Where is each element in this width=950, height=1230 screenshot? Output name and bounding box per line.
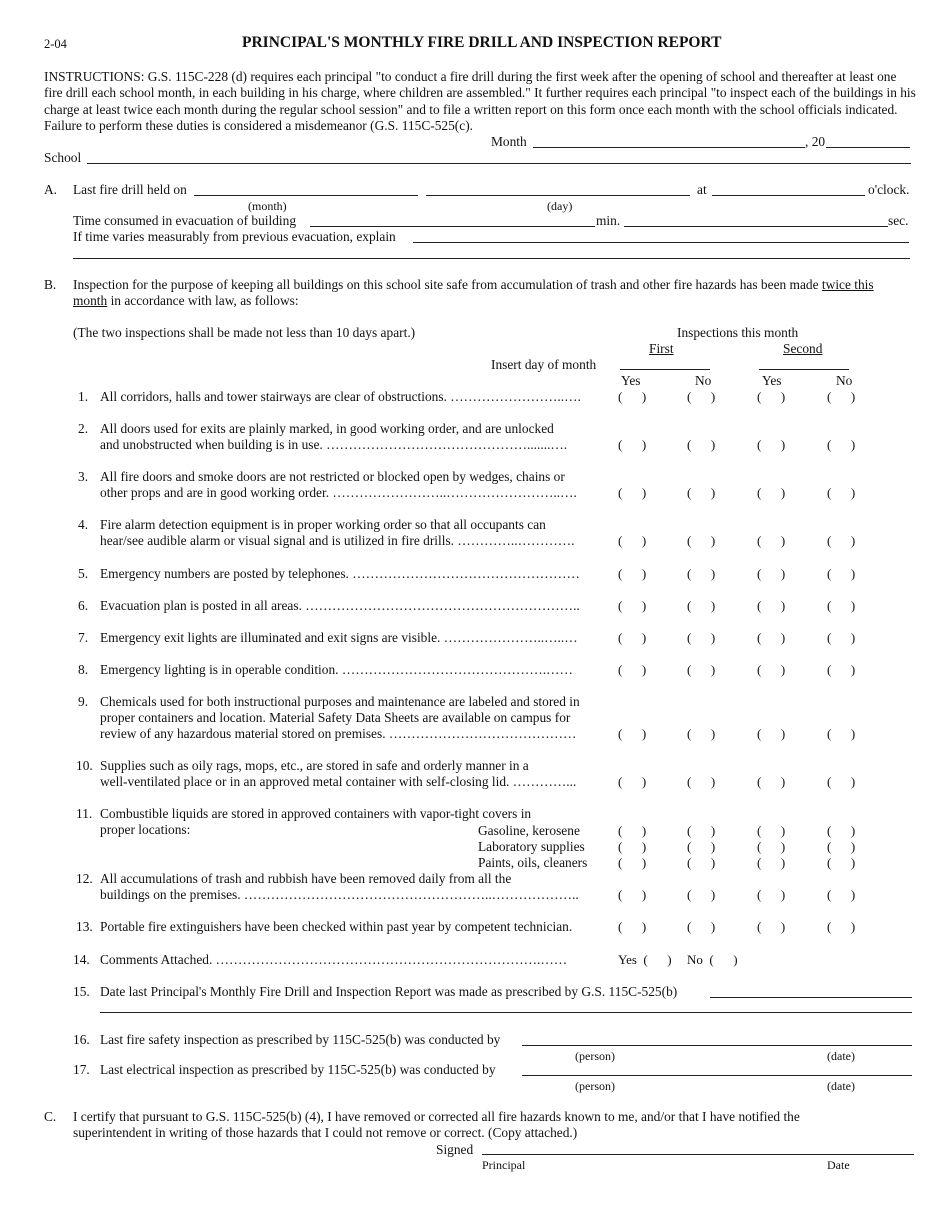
item-text: and unobstructed when building is in use. ……………………………………….......…. — [100, 437, 568, 452]
year-field[interactable] — [826, 147, 910, 148]
checkbox-first-yes[interactable]: ( ) — [618, 389, 647, 404]
fire-safety-inspector-field[interactable] — [522, 1045, 912, 1046]
item-text: Supplies such as oily rags, mops, etc., are stored in safe and orderly manner in a — [100, 758, 529, 773]
explain-field[interactable] — [413, 242, 909, 243]
checkbox-first-yes[interactable]: ( ) — [618, 839, 647, 854]
day-caption: (day) — [547, 199, 573, 213]
item-text: proper locations: — [100, 822, 191, 837]
checkbox-second-no[interactable]: ( ) — [827, 662, 856, 677]
item-text: buildings on the premises. ………………………………………………..……………….. — [100, 887, 579, 902]
item-text: Portable fire extinguishers have been checked within past year by competent technician. — [100, 919, 573, 934]
checkbox-second-no[interactable]: ( ) — [827, 726, 856, 741]
year-label: , 20 — [805, 134, 826, 149]
insert-day-label: Insert day of month — [491, 357, 597, 372]
checkbox-second-no[interactable]: ( ) — [827, 855, 856, 870]
checkbox-second-no[interactable]: ( ) — [827, 630, 856, 645]
checkbox-second-yes[interactable]: ( ) — [757, 389, 786, 404]
item-number: 8. — [78, 662, 89, 677]
checkbox-second-yes[interactable]: ( ) — [757, 823, 786, 838]
sub-item-label: Gasoline, kerosene — [478, 823, 580, 838]
item-number: 6. — [78, 598, 89, 613]
item-text: proper containers and location. Material Safety Data Sheets are available on campus for — [100, 710, 571, 725]
month-caption: (month) — [248, 199, 287, 213]
varies-label: If time varies measurably from previous evacuation, explain — [73, 229, 396, 244]
item-text: well-ventilated place or in an approved metal container with self-closing lid. …………... — [100, 774, 577, 789]
checkbox-first-yes[interactable]: ( ) — [618, 566, 647, 581]
at-label: at — [697, 182, 707, 197]
checkbox-first-no[interactable]: ( ) — [687, 485, 716, 500]
electrical-inspector-field[interactable] — [522, 1075, 912, 1076]
item-16-text: Last fire safety inspection as prescribed by 115C-525(b) was conducted by — [100, 1032, 501, 1047]
signed-label: Signed — [436, 1142, 474, 1157]
checkbox-second-no[interactable]: ( ) — [827, 919, 856, 934]
checkbox-first-no[interactable]: ( ) — [687, 919, 716, 934]
checkbox-first-no[interactable]: ( ) — [687, 839, 716, 854]
item-16-date-caption: (date) — [827, 1049, 855, 1063]
yes-header-first: Yes — [621, 373, 641, 388]
checkbox-first-yes[interactable]: ( ) — [618, 437, 647, 452]
checkbox-first-no[interactable]: ( ) — [687, 533, 716, 548]
item-number: 9. — [78, 694, 89, 709]
item-17-person-caption: (person) — [575, 1079, 615, 1093]
yes-header-second: Yes — [762, 373, 782, 388]
sec-label: sec. — [888, 213, 909, 228]
school-label: School — [44, 150, 82, 165]
last-drill-day-field[interactable] — [426, 195, 690, 196]
checkbox-second-no[interactable]: ( ) — [827, 389, 856, 404]
item-text: Emergency lighting is in operable condition. ……………………………………….…… — [100, 662, 573, 677]
item-15-text: Date last Principal's Monthly Fire Drill and Inspection Report was made as prescribed by G.S. 115C-525(b) — [100, 984, 678, 999]
checkbox-first-yes[interactable]: ( ) — [618, 774, 647, 789]
item-number: 1. — [78, 389, 89, 404]
checkbox-first-yes[interactable]: ( ) — [618, 662, 647, 677]
section-b-letter: B. — [44, 277, 57, 292]
checkbox-second-yes[interactable]: ( ) — [757, 566, 786, 581]
item-text: All accumulations of trash and rubbish have been removed daily from all the — [100, 871, 512, 886]
checkbox-second-yes[interactable]: ( ) — [757, 839, 786, 854]
item-number: 3. — [78, 469, 89, 484]
minutes-field[interactable] — [310, 226, 595, 227]
section-c-letter: C. — [44, 1109, 57, 1124]
item-text: other props and are in good working order. ……………………..……………………..…. — [100, 485, 577, 500]
item-number: 12. — [76, 871, 93, 886]
item-16-person-caption: (person) — [575, 1049, 615, 1063]
checkbox-second-no[interactable]: ( ) — [827, 566, 856, 581]
seconds-field[interactable] — [624, 226, 888, 227]
checkbox-first-no[interactable]: ( ) — [687, 630, 716, 645]
explain-field-line2[interactable] — [73, 258, 910, 259]
item-14-number: 14. — [73, 952, 90, 967]
item-number: 7. — [78, 630, 89, 645]
checkbox-first-yes[interactable]: ( ) — [618, 919, 647, 934]
checkbox-second-yes[interactable]: ( ) — [757, 598, 786, 613]
signature-field[interactable] — [482, 1154, 914, 1155]
item-15-number: 15. — [73, 984, 90, 999]
second-inspection-day-field[interactable] — [759, 369, 849, 370]
no-header-second: No — [836, 373, 853, 388]
item-text: Chemicals used for both instructional purposes and maintenance are labeled and stored in — [100, 694, 580, 709]
item-17-date-caption: (date) — [827, 1079, 855, 1093]
date-caption: Date — [827, 1158, 850, 1172]
certification-text: I certify that pursuant to G.S. 115C-525(b) (4), I have removed or corrected all fire hazards known to me, and/or that I have notified the superintendent in writing of those hazards that I could not remove or correct. (Copy attached.) — [73, 1109, 800, 1141]
checkbox-second-yes[interactable]: ( ) — [757, 774, 786, 789]
checkbox-second-yes[interactable]: ( ) — [757, 485, 786, 500]
checkbox-second-yes[interactable]: ( ) — [757, 662, 786, 677]
item-text: hear/see audible alarm or visual signal and is utilized in fire drills. …………..…………. — [100, 533, 575, 548]
last-report-date-field[interactable] — [710, 997, 912, 998]
checkbox-first-yes[interactable]: ( ) — [618, 630, 647, 645]
item-text: review of any hazardous material stored on premises. …………………………………… — [100, 726, 577, 741]
first-inspection-day-field[interactable] — [620, 369, 710, 370]
item-number: 13. — [76, 919, 93, 934]
section-a-letter: A. — [44, 182, 58, 197]
school-field[interactable] — [87, 163, 911, 164]
item-text: Emergency exit lights are illuminated and exit signs are visible. …………………..…..… — [100, 630, 578, 645]
checkbox-second-no[interactable]: ( ) — [827, 485, 856, 500]
checkbox-second-no[interactable]: ( ) — [827, 774, 856, 789]
instructions: INSTRUCTIONS: G.S. 115C-228 (d) requires each principal "to conduct a fire drill during the first week after the opening of school and thereafter at least one fire drill each school month, in each building in his charge, where children are assembled." It further requires each principal "to inspect each of the buildings in his charge at least twice each month during the regular school session" and to file a written report on this form once each month with the school officials indicated. Failure to perform these duties is considered a misdemeanor (G.S. 115C-525(c). — [44, 69, 916, 134]
checkbox-second-no[interactable]: ( ) — [827, 533, 856, 548]
principal-caption: Principal — [482, 1158, 526, 1172]
inspections-header: Inspections this month — [677, 325, 799, 340]
checkbox-second-no[interactable]: ( ) — [827, 437, 856, 452]
checkbox-first-yes[interactable]: ( ) — [618, 823, 647, 838]
checkbox-first-yes[interactable]: ( ) — [618, 855, 647, 870]
no-header-first: No — [695, 373, 712, 388]
item-number: 11. — [76, 806, 93, 821]
checkbox-second-no[interactable]: ( ) — [827, 598, 856, 613]
min-label: min. — [596, 213, 621, 228]
checkbox-first-no[interactable]: ( ) — [687, 662, 716, 677]
last-drill-label: Last fire drill held on — [73, 182, 187, 197]
checkbox-first-no[interactable]: ( ) — [687, 389, 716, 404]
item-number: 5. — [78, 566, 89, 581]
inspection-note: (The two inspections shall be made not less than 10 days apart.) — [73, 325, 416, 340]
item-14-text: Comments Attached. ……………………………………………………………….…… — [100, 952, 568, 967]
checkbox-first-no[interactable]: ( ) — [687, 726, 716, 741]
item-text: All doors used for exits are plainly marked, in good working order, and are unlocked — [100, 421, 554, 436]
checkbox-first-yes[interactable]: ( ) — [618, 598, 647, 613]
item-text: Evacuation plan is posted in all areas. …………………………………………………….. — [100, 598, 580, 613]
checkbox-second-yes[interactable]: ( ) — [757, 919, 786, 934]
checkbox-first-yes[interactable]: ( ) — [618, 533, 647, 548]
checkbox-first-no[interactable]: ( ) — [687, 598, 716, 613]
checkbox-first-no[interactable]: ( ) — [687, 566, 716, 581]
month-field[interactable] — [533, 147, 805, 148]
item-number: 4. — [78, 517, 89, 532]
item-text: Combustible liquids are stored in approved containers with vapor-tight covers in — [100, 806, 532, 821]
section-b-intro: Inspection for the purpose of keeping all buildings on this school site safe from accumulation of trash and other fire hazards has been made twice this month in accordance with law, as follows: — [73, 277, 874, 309]
checkbox-second-yes[interactable]: ( ) — [757, 887, 786, 902]
item-text: Emergency numbers are posted by telephones. …………………………………………… — [100, 566, 580, 581]
sub-item-label: Paints, oils, cleaners — [478, 855, 588, 870]
comments-no-checkbox[interactable]: No ( ) — [687, 952, 738, 967]
last-drill-time-field[interactable] — [712, 195, 865, 196]
item-number: 10. — [76, 758, 93, 773]
checkbox-first-no[interactable]: ( ) — [687, 823, 716, 838]
checkbox-second-yes[interactable]: ( ) — [757, 855, 786, 870]
item-text: Fire alarm detection equipment is in proper working order so that all occupants can — [100, 517, 546, 532]
checkbox-first-yes[interactable]: ( ) — [618, 485, 647, 500]
second-inspection-label: Second — [783, 341, 823, 356]
checkbox-first-no[interactable]: ( ) — [687, 855, 716, 870]
first-inspection-label: First — [649, 341, 674, 356]
form-code: 2-04 — [44, 37, 67, 51]
checkbox-second-no[interactable]: ( ) — [827, 887, 856, 902]
checkbox-second-yes[interactable]: ( ) — [757, 630, 786, 645]
item-text: All corridors, halls and tower stairways are clear of obstructions. ……………………..…. — [100, 389, 581, 404]
month-label: Month — [491, 134, 527, 149]
item-17-text: Last electrical inspection as prescribed by 115C-525(b) was conducted by — [100, 1062, 496, 1077]
checkbox-first-no[interactable]: ( ) — [687, 887, 716, 902]
checkbox-first-no[interactable]: ( ) — [687, 437, 716, 452]
sub-item-label: Laboratory supplies — [478, 839, 585, 854]
checkbox-second-yes[interactable]: ( ) — [757, 533, 786, 548]
checkbox-first-yes[interactable]: ( ) — [618, 887, 647, 902]
comments-yes-checkbox[interactable]: Yes ( ) — [618, 952, 672, 967]
checkbox-first-no[interactable]: ( ) — [687, 774, 716, 789]
item-number: 2. — [78, 421, 89, 436]
last-report-date-line2[interactable] — [100, 1012, 912, 1013]
checkbox-first-yes[interactable]: ( ) — [618, 726, 647, 741]
checkbox-second-no[interactable]: ( ) — [827, 839, 856, 854]
checkbox-second-yes[interactable]: ( ) — [757, 437, 786, 452]
checkbox-second-yes[interactable]: ( ) — [757, 726, 786, 741]
time-consumed-label: Time consumed in evacuation of building — [73, 213, 297, 228]
item-17-number: 17. — [73, 1062, 90, 1077]
page-title: PRINCIPAL'S MONTHLY FIRE DRILL AND INSPECTION REPORT — [242, 34, 722, 51]
item-text: All fire doors and smoke doors are not restricted or blocked open by wedges, chains or — [100, 469, 565, 484]
last-drill-month-field[interactable] — [194, 195, 418, 196]
checkbox-second-no[interactable]: ( ) — [827, 823, 856, 838]
oclock-label: o'clock. — [868, 182, 910, 197]
item-16-number: 16. — [73, 1032, 90, 1047]
